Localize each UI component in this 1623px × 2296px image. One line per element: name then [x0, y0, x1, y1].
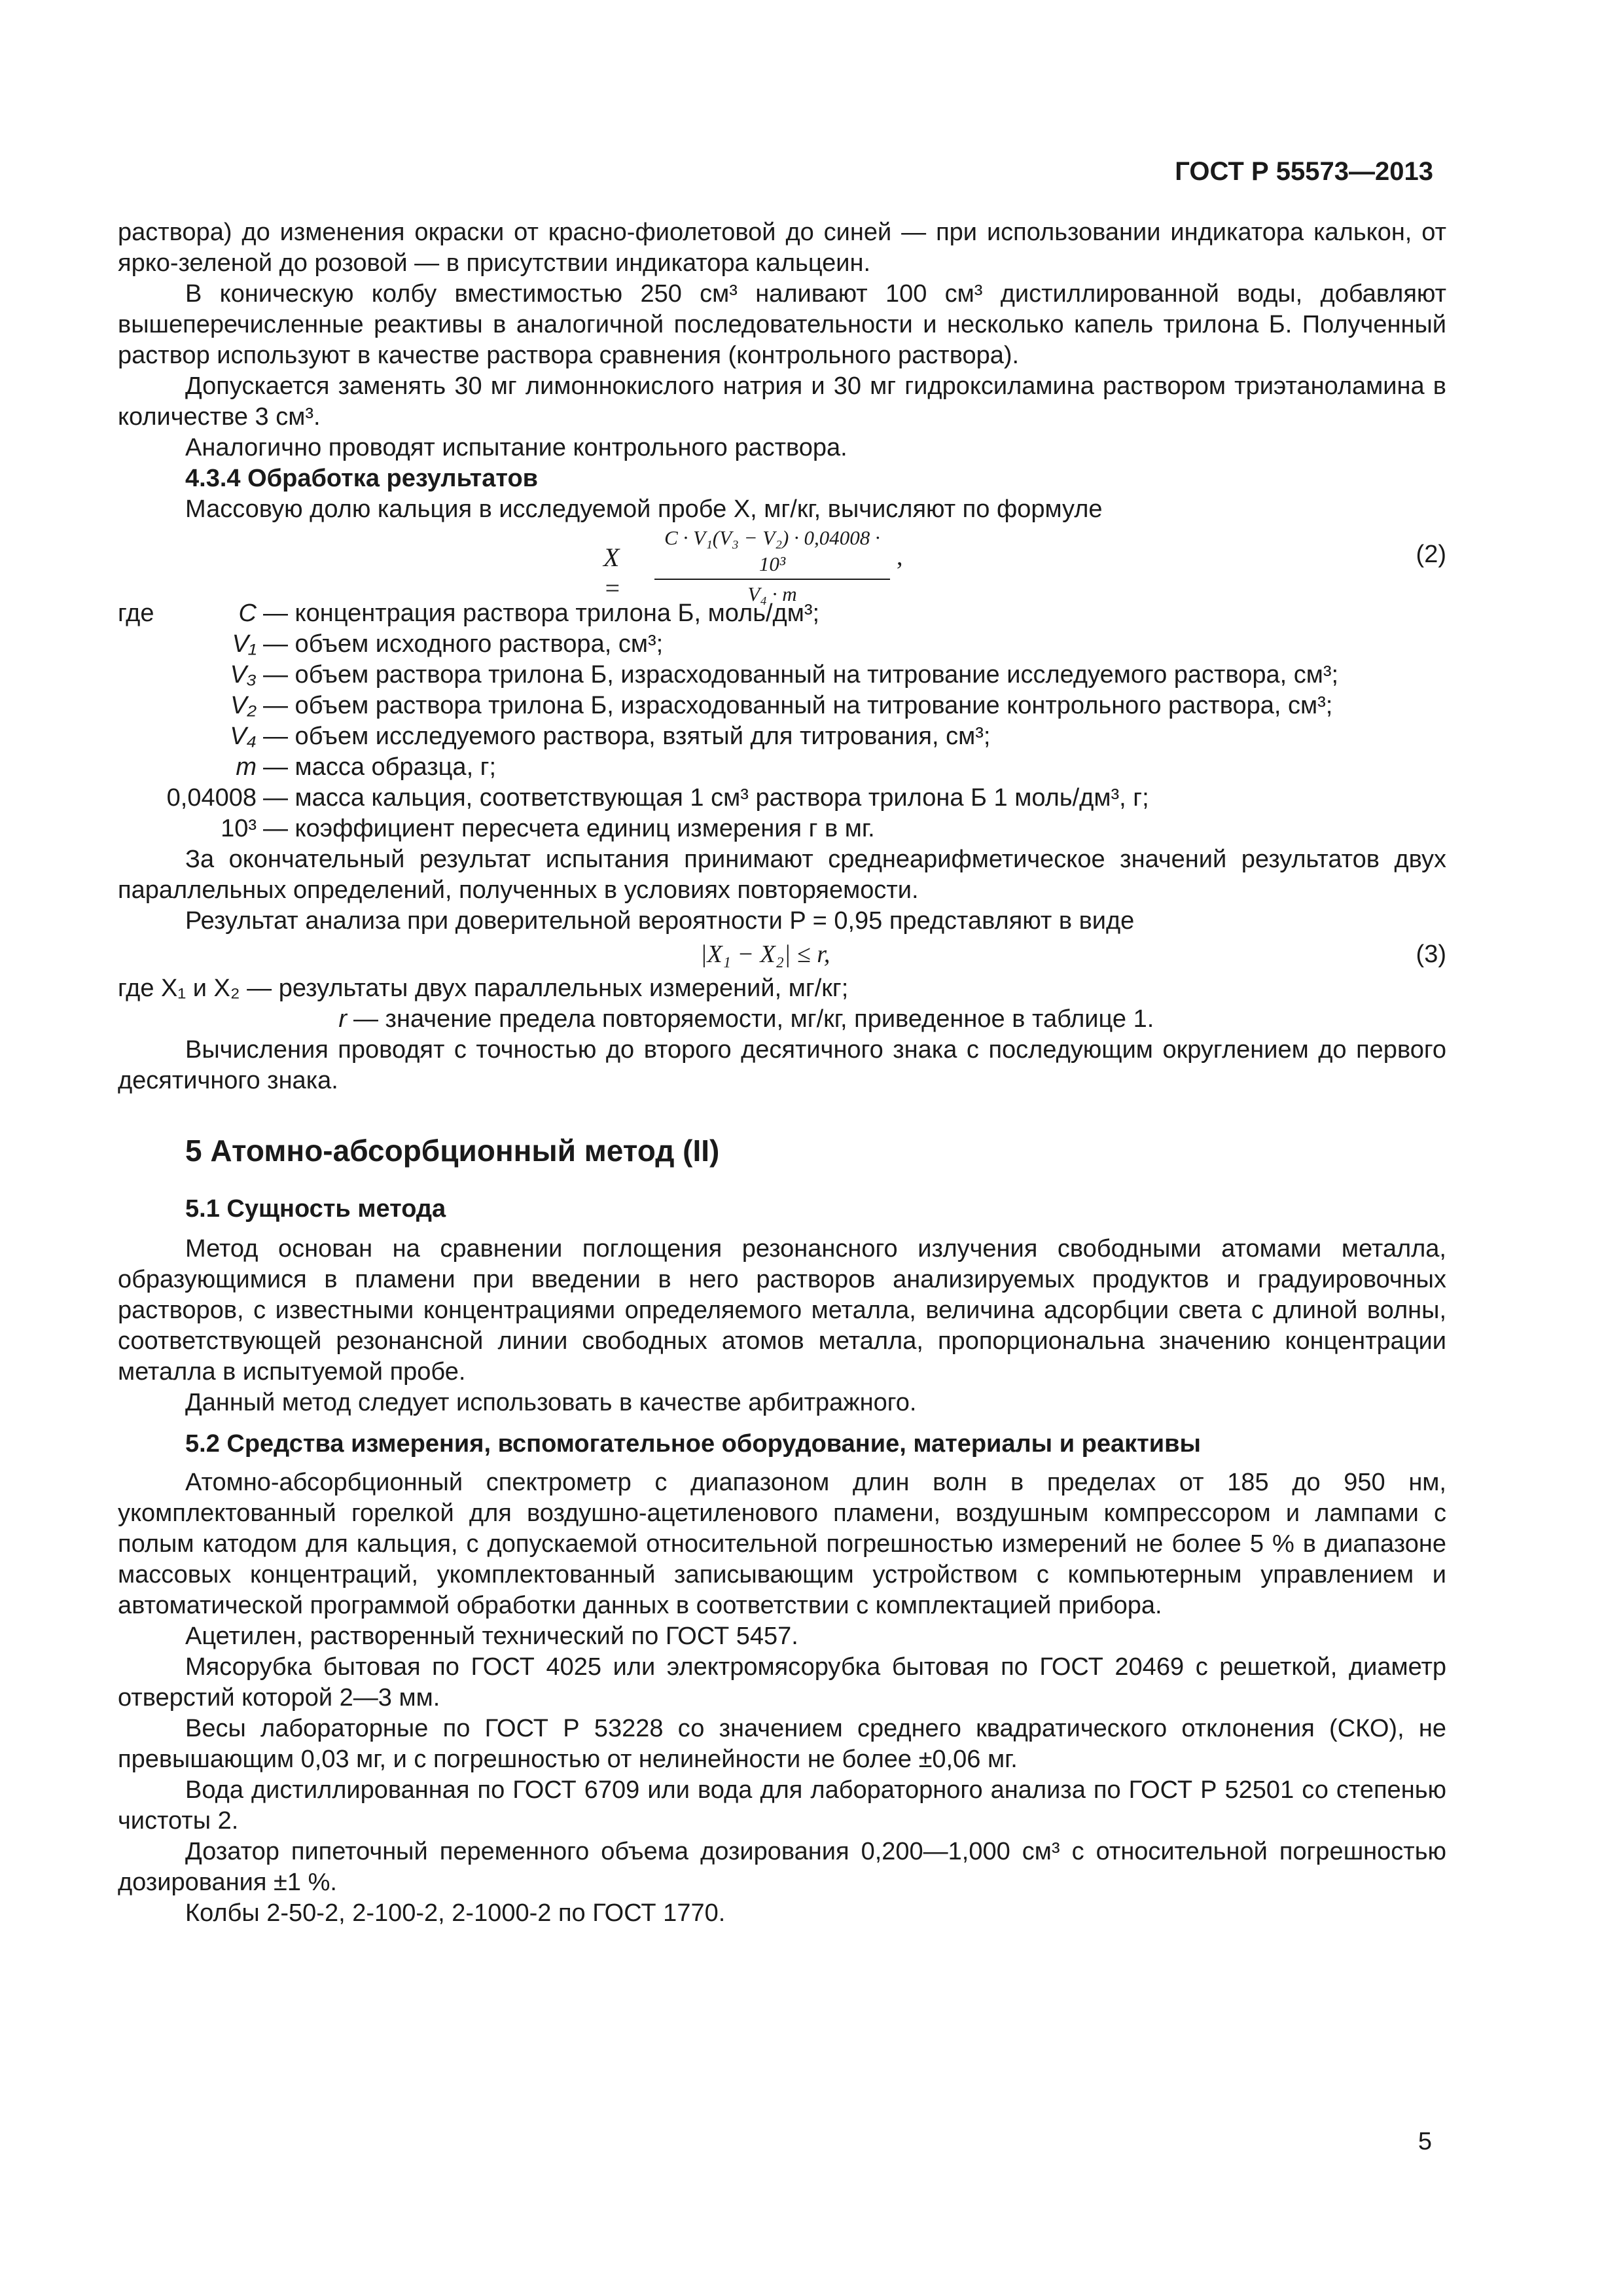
formula-denominator: V₄ · m — [747, 583, 797, 605]
definition-symbol: V₁ — [232, 630, 257, 658]
formula-2-definitions — [118, 598, 1446, 844]
where-label: где — [118, 600, 154, 627]
paragraph: Мясорубка бытовая по ГОСТ 4025 или электромясорубка бытовая по ГОСТ 20469 с решеткой, диаметр отверстий которой 2—3 мм. — [118, 1653, 1446, 1712]
definition-symbol: V₂ — [230, 692, 257, 719]
definition-row — [118, 814, 1446, 844]
definition-row — [118, 721, 1446, 752]
paragraph: Аналогично проводят испытание контрольного раствора. — [185, 434, 847, 461]
page-number: 5 — [1418, 2128, 1432, 2155]
definition-symbol: m — [236, 753, 257, 781]
page-body — [118, 217, 1446, 1929]
paragraph: Вычисления проводят с точностью до второго десятичного знака с последующим округлением до первого десятичного знака. — [118, 1036, 1446, 1094]
paragraph: Колбы 2-50-2, 2-100-2, 2-1000-2 по ГОСТ 1770. — [185, 1899, 726, 1927]
formula-3 — [118, 937, 1446, 973]
paragraph: Дозатор пипеточный переменного объема дозирования 0,200—1,000 см³ с относительной погрешностью дозирования ±1 %. — [118, 1838, 1446, 1896]
paragraph: Массовую долю кальция в исследуемой пробе X, мг/кг, вычисляют по формуле — [185, 495, 1103, 523]
formula-fraction — [654, 525, 890, 606]
definition-row — [118, 629, 1446, 660]
definition-symbol: 0,04008 — [166, 784, 257, 812]
definition-symbol: V₃ — [230, 661, 257, 689]
equation-number: (2) — [1416, 541, 1446, 568]
formula-numerator: C · V₁(V₃ − V₂) · 0,04008 · 10³ — [664, 526, 880, 575]
paragraph: Весы лабораторные по ГОСТ Р 53228 со значением среднего квадратического отклонения (СКО), не превышающим 0,03 мг, и с погрешностью от нелинейности не более ±0,06 мг. — [118, 1715, 1446, 1773]
definition-row — [118, 752, 1446, 783]
definition-text: — масса кальция, соответствующая 1 см³ раствора трилона Б 1 моль/дм³, г; — [263, 784, 1149, 812]
definition-text: — объем исследуемого раствора, взятый для титрования, см³; — [263, 723, 991, 750]
definition-text: — коэффициент пересчета единиц измерения г в мг. — [263, 815, 875, 842]
subsection-heading: 4.3.4 Обработка результатов — [185, 465, 539, 492]
definition-text: — концентрация раствора трилона Б, моль/дм³; — [263, 600, 820, 627]
definition-symbol: r — [338, 1005, 347, 1033]
paragraph: Допускается заменять 30 мг лимоннокислого натрия и 30 мг гидроксиламина раствором триэтаноламина в количестве 3 см³. — [118, 372, 1446, 431]
subsection-heading: 5.1 Сущность метода — [185, 1195, 446, 1223]
definition-symbol: 10³ — [221, 815, 257, 842]
paragraph: Ацетилен, растворенный технический по ГОСТ 5457. — [185, 1623, 798, 1650]
definition-text: — масса образца, г; — [263, 753, 497, 781]
paragraph: За окончательный результат испытания принимают среднеарифметическое значений результатов двух параллельных определений, полученных в условиях повторяемости. — [118, 846, 1446, 904]
paragraph: Вода дистиллированная по ГОСТ 6709 или вода для лабораторного анализа по ГОСТ Р 52501 со степенью чистоты 2. — [118, 1776, 1446, 1835]
definition-text: — значение предела повторяемости, мг/кг, приведенное в таблице 1. — [353, 1005, 1154, 1033]
subsection-heading: 5.2 Средства измерения, вспомогательное оборудование, материалы и реактивы — [185, 1430, 1201, 1458]
formula-tail: , — [897, 543, 903, 571]
section-heading: 5 Атомно-абсорбционный метод (II) — [185, 1134, 720, 1168]
equation-number: (3) — [1416, 941, 1446, 968]
paragraph: раствора) до изменения окраски от красно-фиолетовой до синей — при использовании индикатора калькон, от ярко-зеленой до розовой — в присутствии индикатора кальцеин. — [118, 219, 1446, 277]
definition-text: — объем раствора трилона Б, израсходованный на титрование исследуемого раствора, см³; — [263, 661, 1339, 689]
definition-row — [118, 783, 1446, 814]
definition-text: — объем раствора трилона Б, израсходованный на титрование контрольного раствора, см³; — [263, 692, 1333, 719]
definition-row — [118, 1004, 1446, 1035]
definition-row — [118, 691, 1446, 721]
definition-symbol: C — [238, 600, 257, 627]
definition-symbol: V₄ — [230, 723, 257, 750]
formula-body: |X₁ − X₂| ≤ r, — [700, 941, 830, 968]
fraction-bar — [654, 579, 890, 580]
document-header: ГОСТ Р 55573—2013 — [1175, 157, 1433, 186]
paragraph: В коническую колбу вместимостью 250 см³ наливают 100 см³ дистиллированной воды, добавляют вышеперечисленные реактивы в аналогичной последовательности и несколько капель трилона Б. Полученный раствор используют в качестве раствора сравнения (контрольного раствора). — [118, 280, 1446, 369]
paragraph: Результат анализа при доверительной вероятности P = 0,95 представляют в виде — [185, 907, 1135, 935]
paragraph: Данный метод следует использовать в качестве арбитражного. — [185, 1389, 917, 1416]
paragraph: Метод основан на сравнении поглощения резонансного излучения свободными атомами металла, образующимися в пламени при введении в него растворов анализируемых продуктов и градуировочных растворов, с известными концентрациями определяемого металла, величина адсорбции света с длиной волны, соответствующей резонансной линии свободных атомов металла, пропорциональна значению концентрации металла в испытуемой пробе. — [118, 1235, 1446, 1386]
formula-lhs: X = — [603, 543, 621, 603]
paragraph: Атомно-абсорбционный спектрометр с диапазоном длин волн в пределах от 185 до 950 нм, укомплектованный горелкой для воздушно-ацетиленового пламени, воздушным компрессором и лампами с полым катодом для кальция, с допускаемой относительной погрешностью измерений не более 5 % в диапазоне массовых концентраций, укомплектованный записывающим устройством с компьютерным управлением и автоматической программой обработки данных в соответствии с комплектацией прибора. — [118, 1469, 1446, 1619]
formula-2 — [118, 525, 1446, 605]
definition-row — [118, 660, 1446, 691]
definition-line: где X₁ и X₂ — результаты двух параллельных измерений, мг/кг; — [118, 975, 849, 1002]
definition-text: — объем исходного раствора, см³; — [263, 630, 664, 658]
